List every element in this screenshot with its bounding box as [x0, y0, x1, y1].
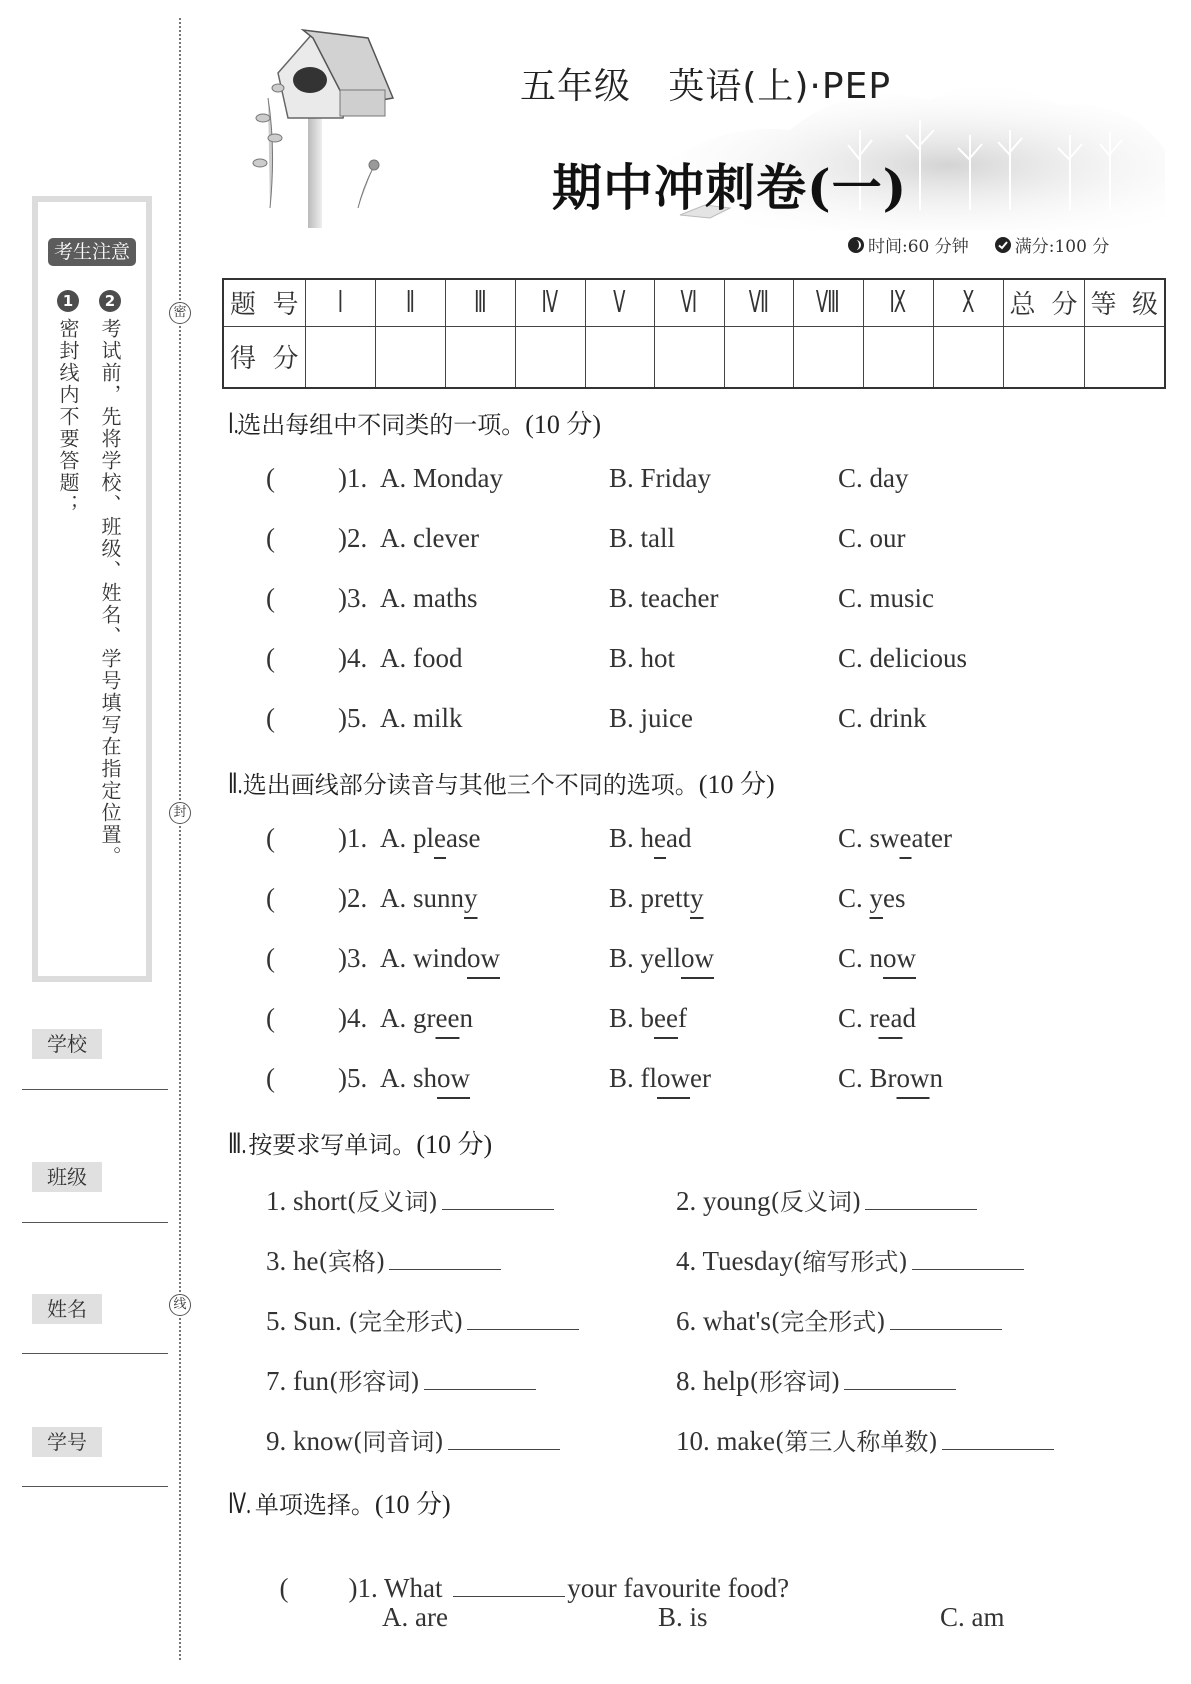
- answer-bracket[interactable]: (: [266, 823, 275, 853]
- option-c: C. our: [838, 523, 906, 553]
- score-cell-5[interactable]: [585, 326, 654, 388]
- s1-question-1: ( )1. A. Monday B. Friday C. day: [266, 463, 909, 493]
- student-id-input-line[interactable]: [22, 1486, 168, 1487]
- score-cell-9[interactable]: [863, 326, 933, 388]
- answer-blank[interactable]: [844, 1368, 956, 1390]
- s3-item-2: 2. young(反义词): [676, 1182, 977, 1217]
- score-cell-4[interactable]: [515, 326, 585, 388]
- option-b: B. juice: [609, 703, 693, 733]
- answer-blank[interactable]: [942, 1428, 1054, 1450]
- checkmark-icon: [995, 237, 1011, 253]
- clock-icon: [848, 237, 864, 253]
- number-badge-1-icon: 1: [57, 290, 79, 312]
- score-cell-6[interactable]: [654, 326, 724, 388]
- s2-question-5: ( )5. A. show B. flower C. Brown: [266, 1063, 944, 1093]
- option-a: A. maths: [380, 583, 478, 613]
- option-b: B. pretty: [609, 883, 704, 913]
- option-c: C. yes: [838, 883, 906, 913]
- option-a: A. food: [380, 643, 463, 673]
- answer-blank[interactable]: [890, 1308, 1002, 1330]
- question-number-row: [223, 279, 1165, 326]
- answer-bracket[interactable]: (: [266, 643, 275, 673]
- answer-blank[interactable]: [448, 1428, 560, 1450]
- notice-text-1: 密封线内不要答题；: [56, 318, 80, 516]
- option-c: C. sweater: [838, 823, 952, 853]
- notice-item-2: [98, 290, 122, 868]
- option-b: B. teacher: [609, 583, 719, 613]
- col-header-9: Ⅸ: [863, 279, 933, 326]
- s3-item-9: 9. know(同音词): [266, 1422, 560, 1457]
- s3-item-7: 7. fun(形容词): [266, 1362, 536, 1397]
- option-c: C. now: [838, 943, 917, 973]
- section-3-title: Ⅲ.按要求写单词。(10 分): [228, 1129, 493, 1160]
- answer-bracket[interactable]: (: [266, 943, 275, 973]
- answer-blank[interactable]: [912, 1248, 1024, 1270]
- seal-mark-xian: 线: [169, 1294, 191, 1316]
- class-label: 班级: [32, 1162, 102, 1192]
- answer-bracket[interactable]: (: [266, 1003, 275, 1033]
- time-limit: 时间:60 分钟: [868, 237, 969, 257]
- s1-question-4: ( )4. A. food B. hot C. delicious: [266, 643, 967, 673]
- exam-notice-panel: [32, 196, 152, 982]
- school-label: 学校: [32, 1029, 102, 1059]
- full-score: 满分:100 分: [1014, 237, 1110, 257]
- section-4-title: Ⅳ. 单项选择。(10 分): [228, 1489, 451, 1520]
- s3-item-8: 8. help(形容词): [676, 1362, 956, 1397]
- answer-bracket[interactable]: (: [279, 1573, 289, 1603]
- number-badge-2-icon: 2: [99, 290, 121, 312]
- notice-item-1: [56, 290, 80, 516]
- answer-bracket[interactable]: (: [266, 583, 275, 613]
- class-input-line[interactable]: [22, 1222, 168, 1223]
- option-c: C. read: [838, 1003, 916, 1033]
- option-c: C. day: [838, 463, 909, 493]
- student-id-label: 学号: [32, 1427, 102, 1457]
- section-2-title: Ⅱ.选出画线部分读音与其他三个不同的选项。(10 分): [228, 769, 775, 800]
- answer-bracket[interactable]: (: [266, 703, 275, 733]
- score-label: 得分: [223, 326, 305, 388]
- s1-question-2: ( )2. A. clever B. tall C. our: [266, 523, 906, 553]
- s3-item-1: 1. short(反义词): [266, 1182, 554, 1217]
- name-input-line[interactable]: [22, 1353, 168, 1354]
- grade-label: 等级: [1084, 279, 1165, 326]
- option-a: A. window: [380, 943, 500, 973]
- option-b: B. hot: [609, 643, 676, 673]
- answer-blank[interactable]: [865, 1188, 977, 1210]
- s4-q1-option-a: A. are: [382, 1602, 448, 1632]
- exam-meta: [848, 232, 1109, 257]
- s1-question-3: ( )3. A. maths B. teacher C. music: [266, 583, 935, 613]
- answer-bracket[interactable]: (: [266, 523, 275, 553]
- option-b: B. tall: [609, 523, 675, 553]
- answer-bracket[interactable]: (: [266, 1063, 275, 1093]
- option-a: A. green: [380, 1003, 473, 1033]
- score-cell-1[interactable]: [305, 326, 375, 388]
- option-b: B. flower: [609, 1063, 711, 1093]
- answer-blank[interactable]: [389, 1248, 501, 1270]
- col-header-1: Ⅰ: [305, 279, 375, 326]
- col-header-2: Ⅱ: [375, 279, 445, 326]
- birdhouse-illustration: [248, 28, 398, 228]
- s3-item-6: 6. what's(完全形式): [676, 1302, 1002, 1337]
- option-a: A. sunny: [380, 883, 478, 913]
- answer-bracket[interactable]: (: [266, 883, 275, 913]
- option-a: A. Monday: [380, 463, 503, 493]
- answer-blank[interactable]: [424, 1368, 536, 1390]
- s3-item-3: 3. he(宾格): [266, 1242, 501, 1277]
- col-header-3: Ⅲ: [445, 279, 515, 326]
- s3-item-10: 10. make(第三人称单数): [676, 1422, 1054, 1457]
- s3-item-5: 5. Sun. (完全形式): [266, 1302, 579, 1337]
- score-table: [222, 278, 1166, 389]
- option-a: A. clever: [380, 523, 479, 553]
- name-label: 姓名: [32, 1294, 102, 1324]
- question-number-label: 题号: [223, 279, 305, 326]
- section-1-title: Ⅰ.选出每组中不同类的一项。(10 分): [228, 409, 602, 440]
- s2-question-1: ( )1. A. please B. head C. sweater: [266, 823, 952, 853]
- total-score-label: 总分: [1003, 279, 1084, 326]
- s4-question-1: ( )1. What your favourite food?: [279, 1573, 790, 1603]
- option-c: C. drink: [838, 703, 927, 733]
- option-b: B. yellow: [609, 943, 714, 973]
- col-header-7: Ⅶ: [724, 279, 793, 326]
- col-header-8: Ⅷ: [793, 279, 863, 326]
- school-input-line[interactable]: [22, 1089, 168, 1090]
- notice-text-2: 考试前，先将学校、班级、姓名、学号填写在指定位置。: [98, 318, 122, 868]
- option-a: A. please: [380, 823, 481, 853]
- s2-question-3: ( )3. A. window B. yellow C. now: [266, 943, 917, 973]
- s3-item-4: 4. Tuesday(缩写形式): [676, 1242, 1024, 1277]
- col-header-4: Ⅳ: [515, 279, 585, 326]
- answer-blank[interactable]: [453, 1575, 565, 1597]
- option-c: C. music: [838, 583, 935, 613]
- score-cell-8[interactable]: [793, 326, 863, 388]
- seal-mark-mi: 密: [169, 302, 191, 324]
- col-header-6: Ⅵ: [654, 279, 724, 326]
- option-a: A. show: [380, 1063, 471, 1093]
- col-header-10: Ⅹ: [933, 279, 1003, 326]
- subject-line: 五年级 英语(上)·PEP: [520, 66, 892, 107]
- s1-question-5: ( )5. A. milk B. juice C. drink: [266, 703, 927, 733]
- option-c: C. delicious: [838, 643, 967, 673]
- option-a: A. milk: [380, 703, 463, 733]
- s2-question-2: ( )2. A. sunny B. pretty C. yes: [266, 883, 906, 913]
- score-cell-2[interactable]: [375, 326, 445, 388]
- answer-blank[interactable]: [442, 1188, 554, 1210]
- s2-question-4: ( )4. A. green B. beef C. read: [266, 1003, 916, 1033]
- col-header-5: Ⅴ: [585, 279, 654, 326]
- s4-q1-option-c: C. am: [940, 1602, 1005, 1632]
- score-row: [223, 326, 1165, 388]
- notice-title: 考生注意: [48, 238, 136, 266]
- seal-dotted-line: [179, 18, 181, 1660]
- score-cell-3[interactable]: [445, 326, 515, 388]
- score-cell-7[interactable]: [724, 326, 793, 388]
- total-score-cell[interactable]: [1003, 326, 1084, 388]
- exam-title: 期中冲刺卷(一): [552, 158, 908, 217]
- answer-blank[interactable]: [467, 1308, 579, 1330]
- seal-mark-feng: 封: [169, 802, 191, 824]
- answer-bracket[interactable]: (: [266, 463, 275, 493]
- option-b: B. beef: [609, 1003, 687, 1033]
- s4-q1-option-b: B. is: [658, 1602, 708, 1632]
- score-cell-10[interactable]: [933, 326, 1003, 388]
- option-c: C. Brown: [838, 1063, 944, 1093]
- grade-cell[interactable]: [1084, 326, 1165, 388]
- option-b: B. Friday: [609, 463, 712, 493]
- option-b: B. head: [609, 823, 692, 853]
